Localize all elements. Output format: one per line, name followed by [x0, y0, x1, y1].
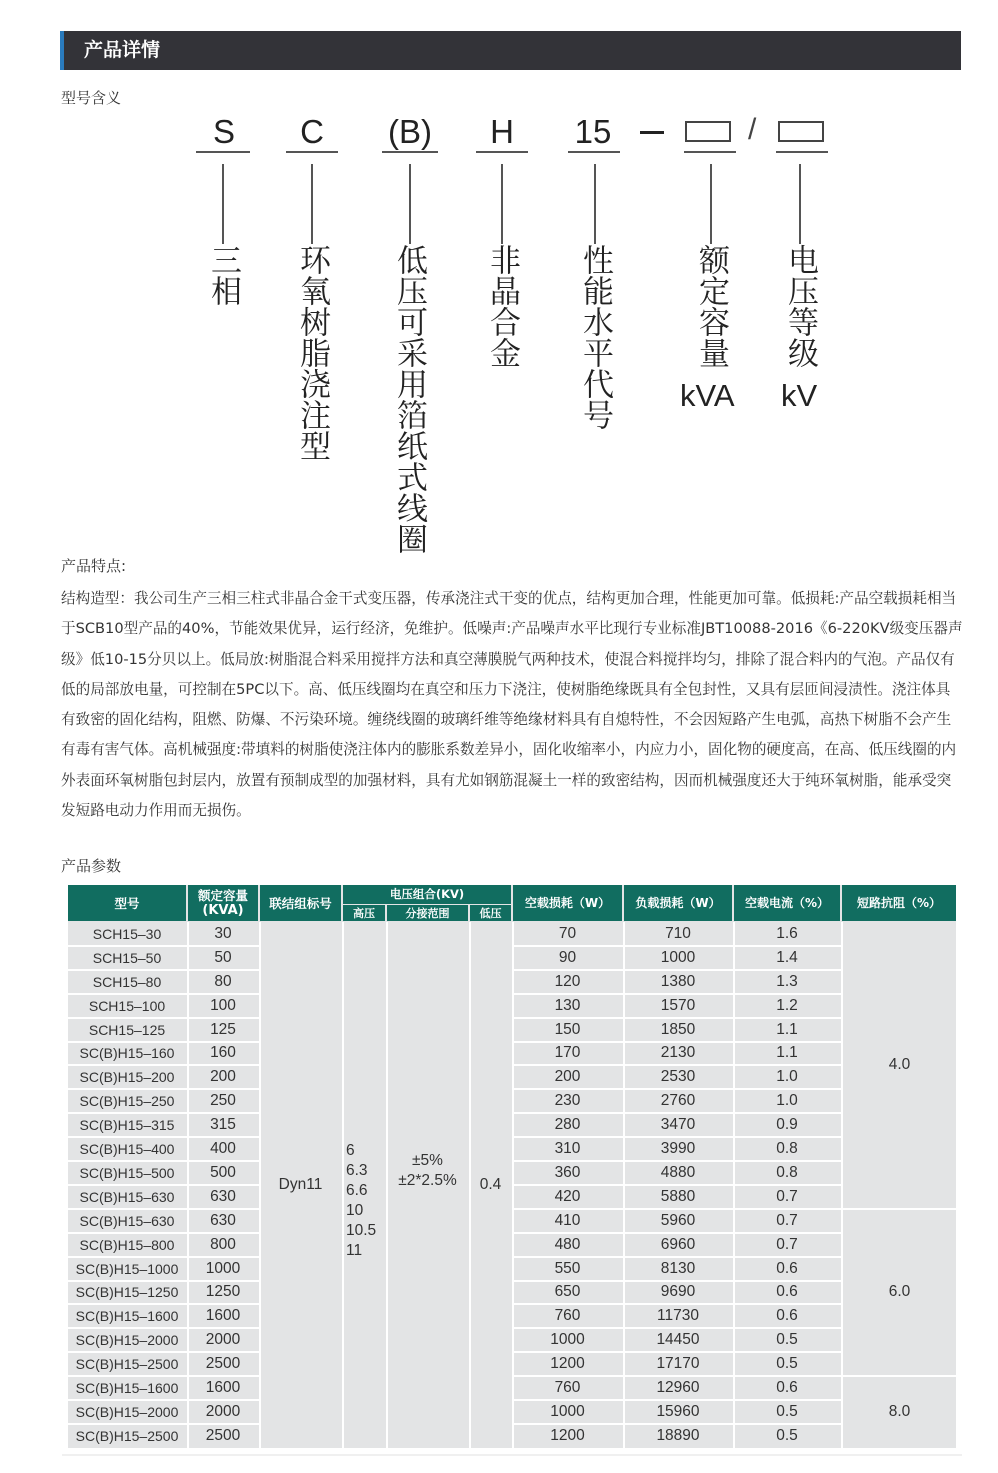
cell-nll: 410 [554, 1211, 581, 1229]
cell-model: SCH15–80 [92, 973, 162, 990]
code-s: S [212, 113, 235, 150]
cell-capacity: 30 [214, 924, 232, 942]
features-label: 产品特点: [61, 557, 127, 575]
cell-nll: 650 [554, 1283, 581, 1301]
cell-ll: 2530 [660, 1068, 696, 1086]
hv-value: 6.3 [346, 1161, 368, 1179]
cell-capacity: 2500 [205, 1355, 241, 1373]
cell-nlc: 0.5 [776, 1402, 798, 1420]
th-voltage-group: 电压组合(KV) [343, 885, 511, 904]
underline [568, 151, 620, 153]
cell-capacity: 2500 [205, 1426, 241, 1444]
underline [684, 151, 736, 153]
hv-value: 10.5 [346, 1221, 377, 1239]
cell-ll: 5960 [660, 1211, 696, 1229]
cell-nll: 130 [554, 996, 581, 1014]
connector-line [409, 164, 411, 244]
cell-nlc: 0.7 [776, 1187, 798, 1205]
cell-model: SC(B)H15–800 [79, 1236, 175, 1253]
cell-model: SC(B)H15–630 [79, 1188, 175, 1205]
cell-nlc: 0.6 [776, 1283, 798, 1301]
cell-model: SC(B)H15–200 [79, 1069, 175, 1086]
cell-nll: 480 [554, 1235, 581, 1253]
cell-nlc: 1.4 [776, 948, 798, 966]
desc-epoxy-cast: 环氧树脂浇注型 [295, 244, 330, 461]
params-table [68, 885, 956, 1448]
underline [382, 151, 438, 153]
cell-capacity: 2000 [205, 1402, 241, 1420]
hv-value: 10 [346, 1201, 364, 1219]
cell-nlc: 1.0 [776, 1068, 798, 1086]
cell-nll: 200 [554, 1068, 581, 1086]
th-no-load-current: 空载电流（%） [734, 885, 840, 921]
cell-nlc: 1.1 [776, 1020, 798, 1038]
cell-nlc: 0.6 [776, 1259, 798, 1277]
desc-performance-code: 性能水平代号 [578, 244, 613, 430]
cell-ll: 15960 [656, 1402, 700, 1420]
connector-line [799, 164, 801, 244]
cell-tap-range [387, 922, 468, 1448]
cell-ll: 3470 [660, 1116, 696, 1134]
cell-capacity: 125 [210, 1020, 236, 1038]
underline [286, 151, 338, 153]
cell-model: SCH15–125 [88, 1021, 166, 1038]
cell-model: SCH15–100 [88, 997, 166, 1014]
cell-capacity: 630 [210, 1187, 236, 1205]
cell-nll: 760 [554, 1379, 581, 1397]
cell-ll: 3990 [660, 1140, 696, 1158]
cell-nll: 70 [558, 924, 577, 942]
cell-model: SC(B)H15–630 [79, 1212, 175, 1229]
section-title: 产品详情 [84, 39, 161, 61]
cell-ll: 4880 [660, 1163, 696, 1181]
cell-model: SC(B)H15–1600 [75, 1308, 179, 1325]
cell-capacity: 800 [210, 1235, 236, 1253]
cell-nll: 1000 [550, 1402, 585, 1420]
tap-range-value: ±5% [412, 1151, 443, 1169]
th-lv: 低压 [470, 905, 511, 921]
cell-capacity: 2000 [205, 1331, 241, 1349]
cell-ll: 2760 [660, 1092, 696, 1110]
cell-nlc: 0.7 [776, 1235, 798, 1253]
connector-line [501, 164, 503, 244]
hv-value: 6.6 [346, 1181, 368, 1199]
cell-nll: 120 [554, 972, 581, 990]
cell-capacity: 1000 [205, 1259, 241, 1277]
unit-kva: kVA [680, 378, 735, 413]
cell-model: SC(B)H15–2500 [75, 1356, 179, 1373]
cell-ll: 710 [665, 924, 691, 942]
cell-capacity: 200 [210, 1068, 236, 1086]
desc-three-phase: 三相 [206, 244, 241, 306]
th-tap-range: 分接范围 [387, 905, 468, 921]
capacity-placeholder-box [685, 121, 731, 142]
cell-nlc: 0.7 [776, 1211, 798, 1229]
cell-nlc: 1.1 [776, 1044, 798, 1062]
code-c: C [300, 113, 324, 150]
cell-capacity: 160 [210, 1044, 236, 1062]
cell-nll: 310 [554, 1140, 581, 1158]
desc-amorphous-alloy: 非晶合金 [485, 244, 520, 368]
cell-capacity: 100 [210, 996, 236, 1014]
th-impedance: 短路抗阻（%） [842, 885, 956, 921]
cell-ll: 12960 [656, 1379, 700, 1397]
cell-ll: 18890 [656, 1426, 700, 1444]
cell-nlc: 0.8 [776, 1163, 798, 1181]
underline [476, 151, 528, 153]
cell-capacity: 80 [214, 972, 232, 990]
connector-line [222, 164, 224, 244]
model-meaning-label: 型号含义 [61, 89, 122, 107]
cell-model: SC(B)H15–250 [79, 1093, 175, 1110]
code-b: (B) [388, 113, 432, 150]
cell-model: SC(B)H15–1250 [75, 1284, 179, 1301]
cell-model: SC(B)H15–500 [79, 1164, 175, 1181]
cell-model: SC(B)H15–1600 [75, 1380, 179, 1397]
connector-line [594, 164, 596, 244]
cell-model: SC(B)H15–400 [79, 1141, 175, 1158]
hv-value: 6 [346, 1141, 355, 1159]
bottom-divider [62, 1454, 962, 1456]
cell-ll: 1000 [660, 948, 696, 966]
connector-line [710, 164, 712, 244]
cell-ll: 1570 [660, 996, 696, 1014]
cell-model: SC(B)H15–160 [79, 1045, 175, 1062]
cell-capacity: 400 [210, 1140, 236, 1158]
underline [776, 151, 828, 153]
underline [196, 151, 250, 153]
cell-ll: 17170 [656, 1355, 700, 1373]
code-15: 15 [574, 113, 612, 150]
cell-nll: 1200 [550, 1355, 585, 1373]
th-load-loss: 负载损耗（W） [624, 885, 732, 921]
group-separator [843, 1208, 956, 1210]
cell-impedance: 8.0 [888, 1402, 911, 1420]
cell-model: SC(B)H15–315 [79, 1117, 175, 1134]
cell-nlc: 0.8 [776, 1140, 798, 1158]
voltage-placeholder-box [778, 121, 824, 142]
th-no-load-loss: 空载损耗（W） [513, 885, 622, 921]
cell-model: SCH15–30 [92, 925, 162, 942]
cell-capacity: 630 [210, 1211, 236, 1229]
unit-kv: kV [781, 378, 818, 413]
cell-nll: 90 [558, 948, 577, 966]
tap-range-value: ±2*2.5% [398, 1171, 457, 1189]
cell-nlc: 0.5 [776, 1355, 798, 1373]
cell-model: SC(B)H15–2000 [75, 1403, 179, 1420]
slash-separator: / [748, 113, 757, 146]
th-connection: 联结组标号 [260, 885, 341, 921]
cell-ll: 8130 [660, 1259, 696, 1277]
th-capacity-line1: 额定容量 [197, 888, 248, 903]
cell-nlc: 0.5 [776, 1331, 798, 1349]
cell-nll: 550 [554, 1259, 581, 1277]
cell-nll: 1000 [550, 1331, 585, 1349]
dash-separator [640, 131, 664, 134]
cell-nll: 150 [554, 1020, 581, 1038]
cell-impedance: 6.0 [888, 1283, 911, 1301]
th-capacity-line2: (KVA) [202, 903, 244, 918]
hv-value: 11 [346, 1241, 363, 1259]
cell-ll: 1380 [660, 972, 696, 990]
th-hv: 高压 [343, 905, 385, 921]
cell-connection: Dyn11 [278, 1175, 323, 1193]
desc-voltage-level: 电压等级 [783, 244, 818, 368]
features-text: 结构造型：我公司生产三相三柱式非晶合金干式变压器，传承浇注式干变的优点，结构更加合理，性能更加可靠。低损耗:产品空载损耗相当于SCB10型产品的40%，节能效果优异，运行经济，免维护。低噪声:产品噪声水平比现行专业标准JBT10088-2016《6-220KV级变压器声级》低10-15分贝以上。低局放:树脂混合料采用搅拌方法和真空薄膜脱气两种技术，使混合料搅拌均匀，排除了混合料内的气泡。产品仅有低的局部放电量，可控制在5PC以下。高、低压线圈均在真空和压力下浇注，使树脂绝缘既具有全包封性，又具有层匝间浸渍性。浇注体具有致密的固化结构，阻燃、防爆、不污染环境。缠绕线圈的玻璃纤维等绝缘材料具有自熄特性，不会因短路产生电弧，高热下树脂不会产生有毒有害气体。高机械强度:带填料的树脂使浇注体内的膨胀系数差异小，固化收缩率小，内应力小，固化物的硬度高，在高、低压线圈的内外表面环氧树脂包封层内，放置有预制成型的加强材料，具有尤如钢筋混凝土一样的致密结构，因而机械强度还大于纯环氧树脂，能承受突发短路电动力作用而无损伤。 [61, 590, 963, 820]
cell-nlc: 0.6 [776, 1307, 798, 1325]
cell-ll: 6960 [660, 1235, 696, 1253]
cell-nlc: 1.0 [776, 1092, 798, 1110]
cell-lv: 0.4 [479, 1175, 502, 1193]
cell-ll: 5880 [660, 1187, 696, 1205]
cell-impedance: 4.0 [888, 1056, 911, 1074]
desc-foil-coil: 低压可采用箔纸式线圈 [392, 244, 427, 554]
cell-capacity: 315 [210, 1116, 236, 1134]
th-capacity [188, 885, 258, 921]
connector-line [311, 164, 313, 244]
cell-nlc: 1.6 [776, 924, 798, 942]
cell-capacity: 500 [210, 1163, 236, 1181]
cell-nll: 280 [554, 1116, 581, 1134]
cell-ll: 2130 [660, 1044, 696, 1062]
cell-ll: 14450 [656, 1331, 700, 1349]
code-h: H [490, 113, 514, 150]
cell-model: SCH15–50 [92, 949, 162, 966]
cell-nll: 170 [554, 1044, 581, 1062]
cell-model: SC(B)H15–2000 [75, 1332, 179, 1349]
cell-ll: 11730 [657, 1307, 699, 1325]
cell-nll: 230 [554, 1092, 581, 1110]
cell-capacity: 1250 [205, 1283, 241, 1301]
cell-nll: 420 [554, 1187, 581, 1205]
desc-rated-capacity: 额定容量 [694, 244, 729, 368]
cell-ll: 1850 [660, 1020, 696, 1038]
cell-hv [343, 922, 385, 1448]
cell-nll: 1200 [550, 1426, 585, 1444]
group-separator [843, 1375, 956, 1377]
cell-nlc: 1.2 [776, 996, 798, 1014]
cell-capacity: 1600 [205, 1307, 241, 1325]
cell-model: SC(B)H15–2500 [75, 1427, 179, 1444]
cell-nlc: 0.6 [776, 1379, 798, 1397]
cell-capacity: 250 [210, 1092, 236, 1110]
params-label: 产品参数 [61, 857, 122, 875]
cell-nlc: 0.9 [776, 1116, 798, 1134]
th-model: 型号 [68, 885, 186, 921]
cell-nlc: 1.3 [776, 972, 798, 990]
cell-capacity: 50 [214, 948, 232, 966]
model-meaning-diagram [0, 0, 998, 560]
cell-nll: 360 [554, 1163, 581, 1181]
cell-model: SC(B)H15–1000 [75, 1260, 179, 1277]
cell-ll: 9690 [660, 1283, 696, 1301]
cell-capacity: 1600 [205, 1379, 241, 1397]
cell-nll: 760 [554, 1307, 581, 1325]
cell-nlc: 0.5 [776, 1426, 798, 1444]
